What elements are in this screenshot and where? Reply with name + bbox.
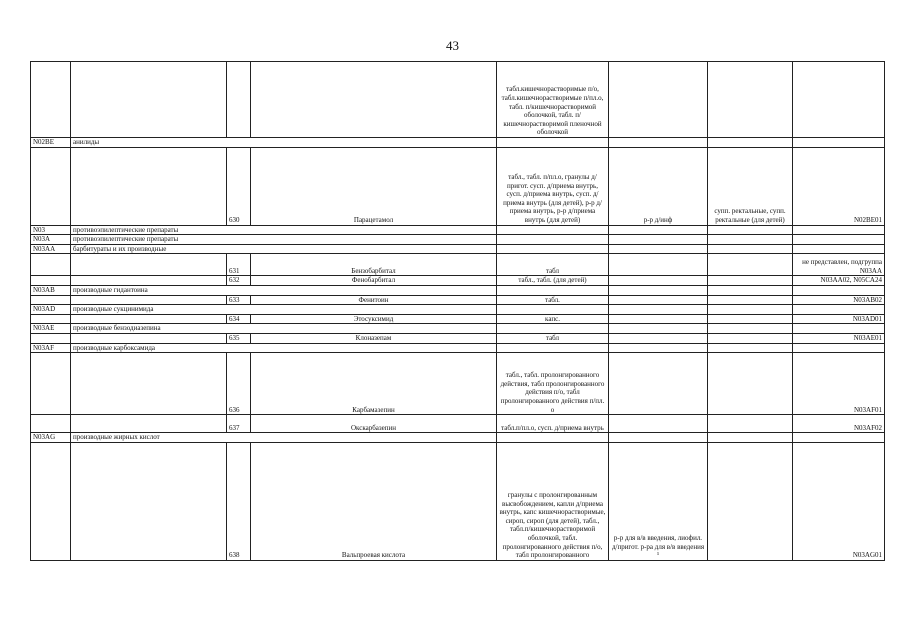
atc-code-cell	[31, 147, 71, 225]
empty-cell	[708, 244, 793, 254]
atc-group-code: N03AB	[31, 285, 71, 295]
row-number: 638	[227, 442, 251, 560]
dosage-forms-oral: табл	[497, 333, 609, 343]
drug-name: Окскарбазепин	[251, 415, 497, 433]
empty-cell	[793, 138, 885, 148]
group-name-cell	[71, 353, 227, 415]
atc-code: N03AD01	[793, 314, 885, 324]
empty-cell	[609, 305, 708, 315]
atc-group-name: противоэпилептические препараты	[71, 225, 497, 235]
dosage-forms-other	[708, 276, 793, 286]
group-name-cell	[71, 295, 227, 305]
dosage-forms-other	[708, 254, 793, 276]
atc-code: N02BE01	[793, 147, 885, 225]
empty-cell	[609, 244, 708, 254]
atc-group-code: N03AG	[31, 433, 71, 443]
atc-code: N03AF02	[793, 415, 885, 433]
empty-cell	[708, 343, 793, 353]
atc-code: N03AG01	[793, 442, 885, 560]
group-name-cell	[71, 333, 227, 343]
atc-group-name: барбитураты и их производные	[71, 244, 497, 254]
drug-row	[31, 353, 885, 415]
atc-group-code: N03AA	[31, 244, 71, 254]
dosage-forms-other	[708, 415, 793, 433]
dosage-forms-oral: табл.кишечнорастворимые п/о, табл.кишечнорастворимые п/пл.о, табл. п/кишечнорастворимой оболочкой, табл. п/кишечнорастворимой пленочной оболочкой	[497, 62, 609, 138]
drug-row	[31, 442, 885, 560]
empty-cell	[497, 244, 609, 254]
group-name-cell	[71, 442, 227, 560]
dosage-forms-other: супп. ректальные, супп. ректальные (для детей)	[708, 147, 793, 225]
dosage-forms-oral: капс.	[497, 314, 609, 324]
atc-group-code: N02BE	[31, 138, 71, 148]
dosage-forms-injection	[609, 295, 708, 305]
row-number: 633	[227, 295, 251, 305]
drug-name: Фенитоин	[251, 295, 497, 305]
empty-cell	[497, 138, 609, 148]
atc-group-name: производные жирных кислот	[71, 433, 497, 443]
row-number: 630	[227, 147, 251, 225]
empty-cell	[793, 324, 885, 334]
row-number: 635	[227, 333, 251, 343]
group-row	[31, 324, 885, 334]
empty-cell	[793, 343, 885, 353]
atc-group-code: N03A	[31, 235, 71, 245]
empty-cell	[793, 285, 885, 295]
atc-code-cell	[31, 333, 71, 343]
atc-group-name: производные карбоксамида	[71, 343, 497, 353]
atc-group-name: производные бензодиазепина	[71, 324, 497, 334]
empty-cell	[497, 324, 609, 334]
drug-row	[31, 147, 885, 225]
drug-row	[31, 276, 885, 286]
atc-code-cell	[31, 314, 71, 324]
drug-row	[31, 333, 885, 343]
dosage-forms-oral: табл., табл. пролонгированного действия, табл пролонгированного действия п/о, табл пролонгированного действия п/пл. о	[497, 353, 609, 415]
drug-name: Вальпроевая кислота	[251, 442, 497, 560]
atc-group-name: производные гидантоина	[71, 285, 497, 295]
dosage-forms-other	[708, 62, 793, 138]
dosage-forms-oral: табл.	[497, 295, 609, 305]
dosage-forms-other	[708, 353, 793, 415]
atc-code: N03AF01	[793, 353, 885, 415]
dosage-forms-injection	[609, 314, 708, 324]
atc-group-code: N03	[31, 225, 71, 235]
empty-cell	[497, 235, 609, 245]
dosage-forms-other	[708, 314, 793, 324]
drug-name: Парацетамол	[251, 147, 497, 225]
empty-cell	[708, 305, 793, 315]
dosage-forms-injection	[609, 62, 708, 138]
drug-row	[31, 295, 885, 305]
empty-cell	[609, 235, 708, 245]
group-name-cell	[71, 314, 227, 324]
empty-cell	[708, 235, 793, 245]
empty-cell	[609, 138, 708, 148]
group-row	[31, 225, 885, 235]
drug-name: Карбамазепин	[251, 353, 497, 415]
group-name-cell	[71, 415, 227, 433]
dosage-forms-injection	[609, 333, 708, 343]
empty-cell	[497, 433, 609, 443]
dosage-forms-injection	[609, 276, 708, 286]
dosage-forms-injection	[609, 353, 708, 415]
drug-row	[31, 415, 885, 433]
dosage-forms-injection	[609, 415, 708, 433]
empty-cell	[793, 305, 885, 315]
dosage-forms-oral: табл	[497, 254, 609, 276]
row-number: 632	[227, 276, 251, 286]
atc-code	[793, 62, 885, 138]
drug-row	[31, 62, 885, 138]
empty-cell	[708, 433, 793, 443]
atc-group-code: N03AD	[31, 305, 71, 315]
atc-code: N03AA02, N05CA24	[793, 276, 885, 286]
dosage-forms-other	[708, 333, 793, 343]
empty-cell	[609, 285, 708, 295]
row-number: 631	[227, 254, 251, 276]
empty-cell	[708, 324, 793, 334]
dosage-forms-other	[708, 295, 793, 305]
atc-group-code: N03AF	[31, 343, 71, 353]
drug-name: Клоназепам	[251, 333, 497, 343]
empty-cell	[708, 138, 793, 148]
group-row	[31, 235, 885, 245]
atc-code-cell	[31, 276, 71, 286]
empty-cell	[497, 305, 609, 315]
atc-code-cell	[31, 295, 71, 305]
atc-code: N03AE01	[793, 333, 885, 343]
empty-cell	[609, 343, 708, 353]
empty-cell	[793, 225, 885, 235]
row-number	[227, 62, 251, 138]
group-row	[31, 138, 885, 148]
dosage-forms-oral: гранулы с пролонгированным высвобождением, капли д/приема внутрь, капс кишечнорастворимые, сироп, сироп (для детей), табл., табл.п/кишечнорастворимой оболочкой, табл. пролонгированного действия п/о, табл пролонгированного	[497, 442, 609, 560]
group-name-cell	[71, 276, 227, 286]
atc-group-name: противоэпилептические препараты	[71, 235, 497, 245]
group-row	[31, 285, 885, 295]
dosage-forms-other	[708, 442, 793, 560]
atc-code-cell	[31, 254, 71, 276]
empty-cell	[708, 225, 793, 235]
empty-cell	[793, 244, 885, 254]
group-name-cell	[71, 254, 227, 276]
drug-row	[31, 314, 885, 324]
atc-code: N03AB02	[793, 295, 885, 305]
atc-code-cell	[31, 442, 71, 560]
group-row	[31, 343, 885, 353]
atc-code-cell	[31, 62, 71, 138]
row-number: 634	[227, 314, 251, 324]
row-number: 636	[227, 353, 251, 415]
drug-row	[31, 254, 885, 276]
atc-code-cell	[31, 415, 71, 433]
empty-cell	[708, 285, 793, 295]
drug-name: Фенобарбитал	[251, 276, 497, 286]
group-row	[31, 244, 885, 254]
empty-cell	[497, 225, 609, 235]
row-number: 637	[227, 415, 251, 433]
table-body	[31, 62, 885, 561]
page-number: 43	[446, 38, 459, 53]
empty-cell	[497, 343, 609, 353]
atc-group-code: N03AE	[31, 324, 71, 334]
empty-cell	[609, 324, 708, 334]
empty-cell	[793, 433, 885, 443]
group-name-cell	[71, 147, 227, 225]
atc-code: не представлен, подгруппа N03AA	[793, 254, 885, 276]
dosage-forms-oral: табл., табл. (для детей)	[497, 276, 609, 286]
drug-name	[251, 62, 497, 138]
drug-table	[30, 61, 885, 561]
dosage-forms-injection: р-р для в/в введения, лиофил. д/пригот. р-ра для в/в введения ¹	[609, 442, 708, 560]
drug-name: Бензобарбитал	[251, 254, 497, 276]
group-row	[31, 305, 885, 315]
dosage-forms-injection	[609, 254, 708, 276]
empty-cell	[497, 285, 609, 295]
drug-name: Этосуксимид	[251, 314, 497, 324]
empty-cell	[609, 433, 708, 443]
group-row	[31, 433, 885, 443]
empty-cell	[609, 225, 708, 235]
atc-group-name: производные сукцинимида	[71, 305, 497, 315]
atc-code-cell	[31, 353, 71, 415]
dosage-forms-injection: р-р д/инф	[609, 147, 708, 225]
dosage-forms-oral: табл.п/пл.о, сусп. д/приема внутрь	[497, 415, 609, 433]
dosage-forms-oral: табл., табл. п/пл.о, гранулы д/пригот. сусп. д/приема внутрь, сусп. д/приема внутрь, сусп. д/приема внутрь (для детей), р-р д/приема внутрь, р-р д/приема внутрь (для детей)	[497, 147, 609, 225]
atc-group-name: анилиды	[71, 138, 497, 148]
empty-cell	[793, 235, 885, 245]
group-name-cell	[71, 62, 227, 138]
